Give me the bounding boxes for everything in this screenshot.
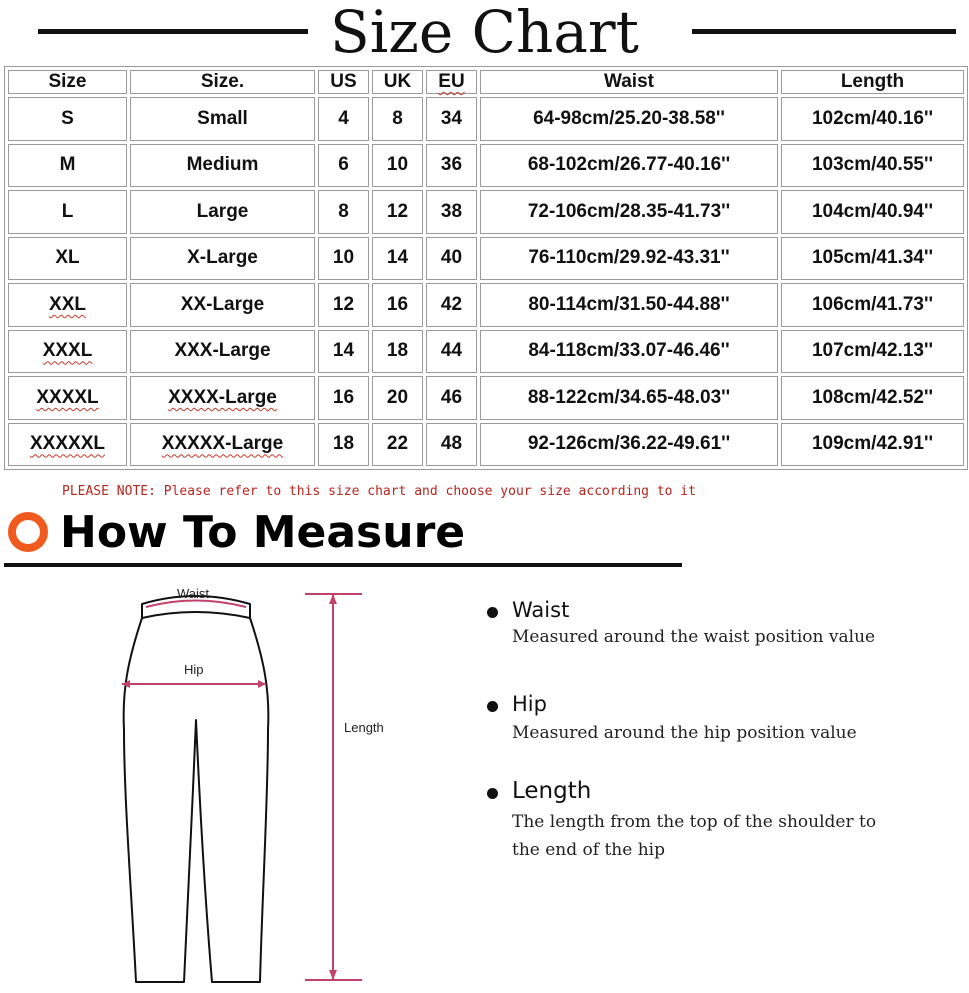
definition-term: Waist [512,598,570,622]
cell-size-text: XXXXXL [30,433,105,455]
header-size: Size [8,70,127,94]
table-row [8,190,964,234]
header-size-name: Size. [130,70,315,94]
definition-desc: The length from the top of the shoulder to [512,812,877,832]
cell-waist: 72-106cm/28.35-41.73'' [480,190,778,234]
bullet-dot-icon [487,788,498,799]
definition-desc: the end of the hip [512,840,665,860]
cell-uk: 22 [372,423,423,467]
cell-length: 108cm/42.52'' [781,376,964,420]
cell-uk: 10 [372,144,423,188]
cell-us: 8 [318,190,369,234]
cell-eu: 40 [426,237,477,281]
cell-size-text: XXXXL [36,386,99,408]
table-row [8,330,964,374]
circle-bullet-icon [8,512,48,552]
header-uk: UK [372,70,423,94]
cell-eu: 34 [426,97,477,141]
cell-eu: 42 [426,283,477,327]
table-row [8,376,964,420]
cell-uk: 14 [372,237,423,281]
cell-size-name: Small [130,97,315,141]
cell-waist: 80-114cm/31.50-44.88'' [480,283,778,327]
cell-us: 16 [318,376,369,420]
cell-size [8,376,127,420]
cell-size: S [8,97,127,141]
cell-waist: 68-102cm/26.77-40.16'' [480,144,778,188]
cell-eu: 36 [426,144,477,188]
header-eu-text: EU [438,71,465,92]
header-waist: Waist [480,70,778,94]
header-eu [426,70,477,94]
table-row [8,144,964,188]
cell-us: 18 [318,423,369,467]
cell-waist: 84-118cm/33.07-46.46'' [480,330,778,374]
definition-desc: Measured around the hip position value [512,723,857,743]
cell-eu: 46 [426,376,477,420]
length-arrow-bottom [329,970,337,980]
how-to-measure-title: How To Measure [60,507,466,558]
cell-size: L [8,190,127,234]
cell-us: 12 [318,283,369,327]
how-to-measure-rule [4,563,682,567]
cell-uk: 8 [372,97,423,141]
cell-size-name [130,423,315,467]
cell-waist: 64-98cm/25.20-38.58'' [480,97,778,141]
hip-label: Hip [184,662,204,677]
cell-uk: 18 [372,330,423,374]
cell-size-name: XX-Large [130,283,315,327]
header-length: Length [781,70,964,94]
hip-arrow-right [258,680,266,688]
cell-length: 109cm/42.91'' [781,423,964,467]
cell-us: 14 [318,330,369,374]
cell-length: 103cm/40.55'' [781,144,964,188]
length-arrow-top [329,594,337,604]
length-label: Length [344,720,384,735]
size-table [4,66,968,470]
cell-size-name [130,376,315,420]
table-row [8,423,964,467]
size-note: PLEASE NOTE: Please refer to this size chart and choose your size according to it [62,484,696,499]
cell-length: 107cm/42.13'' [781,330,964,374]
table-header-row [8,70,964,94]
cell-eu: 48 [426,423,477,467]
cell-waist: 92-126cm/36.22-49.61'' [480,423,778,467]
pants-diagram [100,580,410,990]
header-us: US [318,70,369,94]
table-row [8,97,964,141]
cell-waist: 76-110cm/29.92-43.31'' [480,237,778,281]
bullet-dot-icon [487,701,498,712]
title-row [0,0,969,66]
cell-size-text: XXXL [42,340,93,362]
cell-size: M [8,144,127,188]
bullet-dot-icon [487,607,498,618]
cell-eu: 44 [426,330,477,374]
cell-size-name: XXX-Large [130,330,315,374]
cell-us: 4 [318,97,369,141]
table-row [8,237,964,281]
cell-size-name-text: XXXXX-Large [161,433,284,455]
table-row [8,283,964,327]
cell-uk: 20 [372,376,423,420]
cell-length: 105cm/41.34'' [781,237,964,281]
waist-measure-line [146,601,246,608]
title-rule-right [692,29,956,34]
cell-us: 10 [318,237,369,281]
cell-size-name: Large [130,190,315,234]
cell-size-name: Medium [130,144,315,188]
cell-length: 104cm/40.94'' [781,190,964,234]
page-title: Size Chart [330,0,639,66]
cell-size [8,330,127,374]
definition-term: Hip [512,692,547,716]
waist-label: Waist [177,586,210,601]
cell-size [8,423,127,467]
cell-size-name-text: XXXX-Large [168,386,277,408]
cell-eu: 38 [426,190,477,234]
cell-length: 102cm/40.16'' [781,97,964,141]
cell-size [8,283,127,327]
definition-desc: Measured around the waist position value [512,627,876,647]
cell-length: 106cm/41.73'' [781,283,964,327]
definition-term: Length [512,778,592,804]
cell-uk: 16 [372,283,423,327]
cell-size-text: XXL [49,293,86,315]
cell-size-name: X-Large [130,237,315,281]
cell-uk: 12 [372,190,423,234]
cell-size: XL [8,237,127,281]
cell-us: 6 [318,144,369,188]
cell-waist: 88-122cm/34.65-48.03'' [480,376,778,420]
